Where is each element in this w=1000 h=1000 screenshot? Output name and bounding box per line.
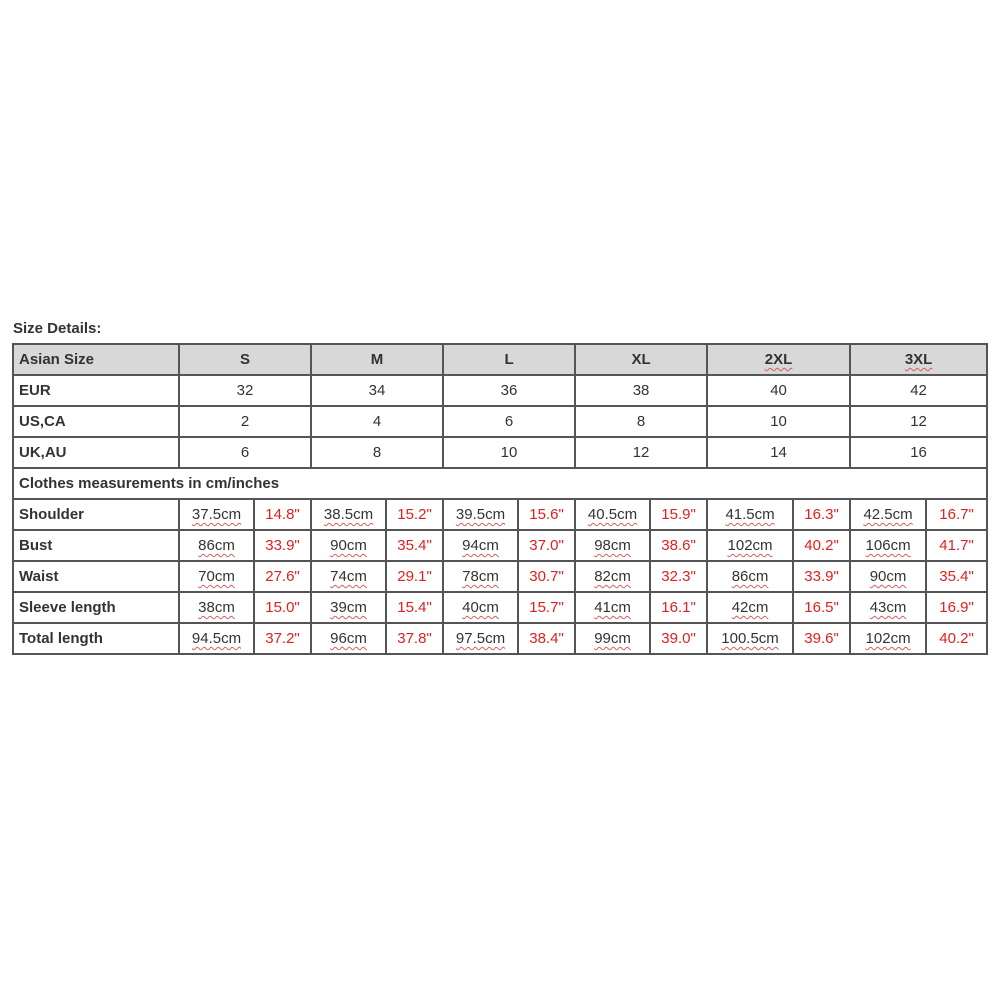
cm-value [575, 530, 650, 561]
conversion-value: 4 [311, 406, 443, 437]
cm-value [311, 561, 386, 592]
header-row [13, 344, 987, 375]
conversion-value: 36 [443, 375, 575, 406]
inch-value: 39.0" [650, 623, 707, 654]
cm-text: 39.5cm [455, 506, 506, 523]
cm-text: 98cm [594, 537, 631, 554]
conversion-value: 10 [443, 437, 575, 468]
cm-text: 38cm [198, 599, 235, 616]
cm-value [707, 530, 793, 561]
size-header-s: S [179, 344, 311, 375]
cm-value [179, 592, 254, 623]
cm-value [179, 530, 254, 561]
row-label: Waist [13, 561, 179, 592]
measurement-row [13, 592, 987, 623]
size-header-xl: XL [575, 344, 707, 375]
inch-value: 15.6" [518, 499, 575, 530]
section-row [13, 468, 987, 499]
size-details-title: Size Details: [13, 320, 102, 337]
conversion-value: 12 [850, 406, 987, 437]
inch-value: 30.7" [518, 561, 575, 592]
cm-value [443, 530, 518, 561]
cm-value [179, 561, 254, 592]
cm-value [850, 530, 926, 561]
conversion-value: 6 [443, 406, 575, 437]
cm-text: 43cm [869, 599, 907, 616]
inch-value: 16.7" [926, 499, 987, 530]
cm-value [179, 623, 254, 654]
cm-value [311, 623, 386, 654]
size-chart-table [12, 343, 988, 655]
cm-text: 42cm [731, 599, 769, 616]
inch-value: 27.6" [254, 561, 311, 592]
cm-value [443, 592, 518, 623]
cm-value [311, 530, 386, 561]
conversion-value: 38 [575, 375, 707, 406]
measurement-row [13, 499, 987, 530]
cm-text: 41.5cm [725, 506, 775, 523]
inch-value: 16.3" [793, 499, 850, 530]
inch-value: 39.6" [793, 623, 850, 654]
cm-value [707, 592, 793, 623]
inch-value: 32.3" [650, 561, 707, 592]
cm-value [179, 499, 254, 530]
cm-value [707, 623, 793, 654]
inch-value: 14.8" [254, 499, 311, 530]
measurements-section-label: Clothes measurements in cm/inches [13, 468, 987, 499]
inch-value: 33.9" [254, 530, 311, 561]
conversion-value: 12 [575, 437, 707, 468]
cm-value [850, 592, 926, 623]
inch-value: 15.4" [386, 592, 443, 623]
cm-text: 106cm [865, 537, 911, 554]
conversion-value: 16 [850, 437, 987, 468]
row-label: US,CA [13, 406, 179, 437]
conversion-value: 14 [707, 437, 850, 468]
conversion-row [13, 437, 987, 468]
cm-value [443, 561, 518, 592]
cm-text: 94.5cm [191, 630, 242, 647]
cm-text: 38.5cm [323, 506, 374, 523]
inch-value: 38.6" [650, 530, 707, 561]
cm-text: 41cm [594, 599, 631, 616]
cm-value [707, 499, 793, 530]
cm-value [443, 499, 518, 530]
inch-value: 35.4" [926, 561, 987, 592]
row-label: UK,AU [13, 437, 179, 468]
conversion-value: 10 [707, 406, 850, 437]
inch-value: 40.2" [926, 623, 987, 654]
row-label: Sleeve length [13, 592, 179, 623]
inch-value: 29.1" [386, 561, 443, 592]
cm-text: 102cm [727, 537, 773, 554]
cm-text: 90cm [869, 568, 907, 585]
inch-value: 16.9" [926, 592, 987, 623]
conversion-value: 2 [179, 406, 311, 437]
cm-text: 100.5cm [721, 630, 779, 647]
cm-value [850, 623, 926, 654]
cm-text: 102cm [865, 630, 911, 647]
conversion-value: 40 [707, 375, 850, 406]
asian-size-label: Asian Size [13, 344, 179, 375]
inch-value: 38.4" [518, 623, 575, 654]
inch-value: 35.4" [386, 530, 443, 561]
cm-value [707, 561, 793, 592]
cm-text: 78cm [462, 568, 499, 585]
row-label: Shoulder [13, 499, 179, 530]
size-header-2xl: 2XL [707, 344, 850, 375]
cm-text: 99cm [594, 630, 631, 647]
inch-value: 16.5" [793, 592, 850, 623]
cm-value [850, 499, 926, 530]
cm-text: 40cm [462, 599, 499, 616]
cm-value [575, 592, 650, 623]
inch-value: 41.7" [926, 530, 987, 561]
cm-text: 37.5cm [191, 506, 242, 523]
cm-text: 74cm [330, 568, 367, 585]
cm-text: 86cm [198, 537, 235, 554]
row-label: EUR [13, 375, 179, 406]
conversion-value: 32 [179, 375, 311, 406]
conversion-value: 8 [311, 437, 443, 468]
cm-text: 39cm [330, 599, 367, 616]
cm-value [311, 592, 386, 623]
inch-value: 16.1" [650, 592, 707, 623]
conversion-value: 6 [179, 437, 311, 468]
cm-text: 86cm [731, 568, 769, 585]
inch-value: 37.0" [518, 530, 575, 561]
cm-text: 97.5cm [455, 630, 506, 647]
conversion-value: 8 [575, 406, 707, 437]
inch-value: 15.9" [650, 499, 707, 530]
cm-value [443, 623, 518, 654]
cm-text: 90cm [330, 537, 367, 554]
row-label: Total length [13, 623, 179, 654]
cm-value [575, 561, 650, 592]
size-header-l: L [443, 344, 575, 375]
inch-value: 33.9" [793, 561, 850, 592]
cm-text: 40.5cm [587, 506, 638, 523]
conversion-value: 42 [850, 375, 987, 406]
inch-value: 15.2" [386, 499, 443, 530]
row-label: Bust [13, 530, 179, 561]
inch-value: 37.2" [254, 623, 311, 654]
inch-value: 15.0" [254, 592, 311, 623]
inch-value: 37.8" [386, 623, 443, 654]
cm-value [850, 561, 926, 592]
cm-value [311, 499, 386, 530]
conversion-value: 34 [311, 375, 443, 406]
inch-value: 40.2" [793, 530, 850, 561]
size-header-3xl: 3XL [850, 344, 987, 375]
conversion-row [13, 406, 987, 437]
size-header-m: M [311, 344, 443, 375]
cm-text: 94cm [462, 537, 499, 554]
cm-value [575, 499, 650, 530]
cm-text: 96cm [330, 630, 367, 647]
cm-text: 42.5cm [863, 506, 913, 523]
measurement-row [13, 623, 987, 654]
cm-text: 70cm [198, 568, 235, 585]
conversion-row [13, 375, 987, 406]
measurement-row [13, 530, 987, 561]
cm-text: 82cm [594, 568, 631, 585]
cm-value [575, 623, 650, 654]
measurement-row [13, 561, 987, 592]
inch-value: 15.7" [518, 592, 575, 623]
